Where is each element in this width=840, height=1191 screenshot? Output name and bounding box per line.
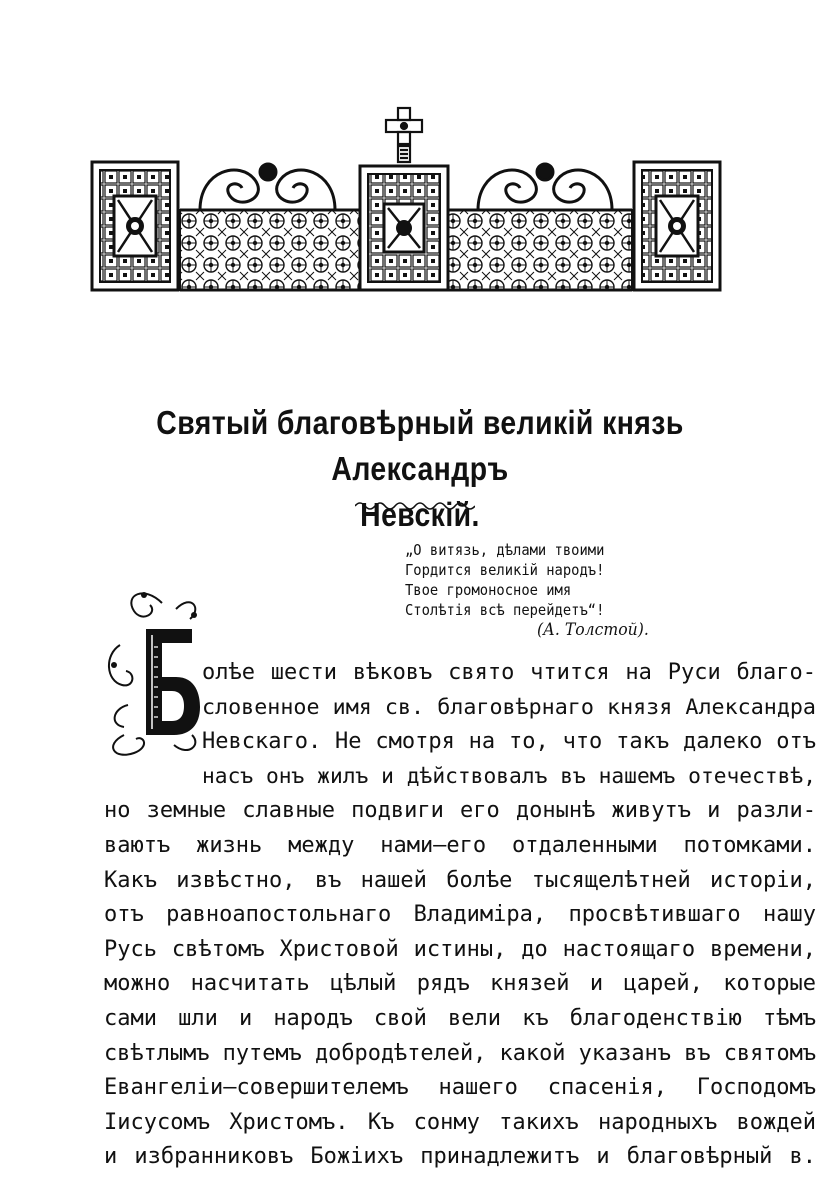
- left-ornament-block: [92, 162, 178, 290]
- body-text: [104, 656, 816, 1175]
- text-line: и избранниковъ Божіихъ принадлежитъ и благовѣрный в.: [104, 1144, 816, 1170]
- epigraph-line: Гордится великій народъ!: [405, 561, 605, 579]
- text-line: олѣе шести вѣковъ свято чтится на Руси благо-: [202, 660, 816, 685]
- text-line: Невскаго. Не смотря на то, что такъ далеко отъ: [202, 729, 816, 755]
- text-line: ваютъ жизнь между нами—его отдаленными потомками.: [104, 832, 816, 858]
- epigraph-line: Твое громоносное имя: [405, 581, 572, 599]
- epigraph-line: „О витязь, дѣлами твоими: [405, 541, 605, 559]
- text-line: насъ онъ жилъ и дѣйствовалъ въ нашемъ отечествѣ,: [202, 763, 816, 789]
- chapter-title: [110, 400, 729, 538]
- epigraph-line: Столѣтія всѣ перейдетъ“!: [405, 601, 605, 619]
- title-line-2: Невскій.: [360, 496, 480, 533]
- text-line: Какъ извѣстно, въ нашей болѣе тысящелѣтней исторіи,: [104, 867, 816, 893]
- text-line: Іисусомъ Христомъ. Къ сонму такихъ народныхъ вождей: [104, 1109, 816, 1135]
- text-line: сами шли и народъ свой вели къ благоденствію тѣмъ: [104, 1005, 816, 1031]
- text-line: словенное имя св. благовѣрнаго князя Александра: [202, 694, 816, 720]
- text-line: но земные славные подвиги его донынѣ живутъ и разли-: [104, 798, 816, 824]
- right-ornament-block: [634, 162, 720, 290]
- text-line: можно насчитать цѣлый рядъ князей и царей, которые: [104, 971, 816, 997]
- epigraph: [405, 540, 699, 640]
- central-panel: [360, 166, 448, 290]
- epigraph-author: (А. Толстой).: [536, 620, 649, 640]
- squiggle-divider: [355, 500, 475, 512]
- text-line: Русь свѣтомъ Христовой истины, до настоящаго времени,: [104, 936, 816, 962]
- title-line-1: Святый благовѣрный великій князь Александръ: [156, 404, 684, 487]
- text-line: Евангеліи—совершителемъ нашего спасенія, Господомъ: [104, 1075, 816, 1101]
- text-line: отъ равноапостольнаго Владиміра, просвѣтившаго нашу: [104, 902, 816, 928]
- text-line: свѣтлымъ путемъ добродѣтелей, какой указанъ въ святомъ: [104, 1040, 816, 1066]
- cross-icon: [386, 108, 422, 162]
- ornamental-headpiece: [90, 100, 722, 300]
